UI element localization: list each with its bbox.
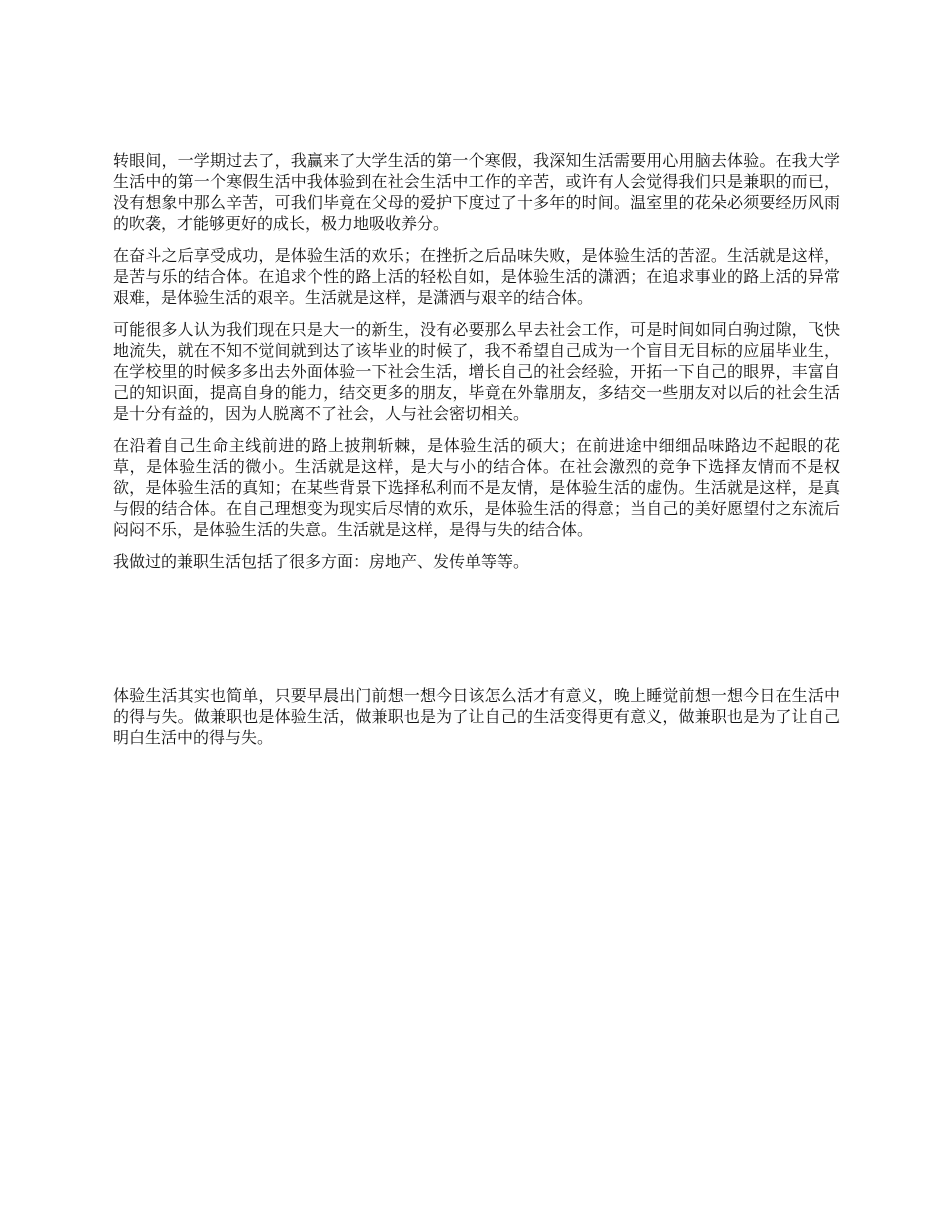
paragraph-4: 在沿着自己生命主线前进的路上披荆斩棘，是体验生活的硕大；在前进途中细细品味路边不起眼的花草，是体验生活的微小。生活就是这样，是大与小的结合体。在社会激烈的竞争下选择友情而不是权欲，是体验生活的真知；在某些背景下选择私利而不是友情，是体验生活的虚伪。生活就是这样，是真与假的结合体。在自己理想变为现实后尽情的欢乐，是体验生活的得意；当自己的美好愿望付之东流后闷闷不乐，是体验生活的失意。生活就是这样，是得与失的结合体。 bbox=[113, 436, 840, 539]
paragraph-3: 可能很多人认为我们现在只是大一的新生，没有必要那么早去社会工作，可是时间如同白驹过隙，飞快地流失，就在不知不觉间就到达了该毕业的时候了，我不希望自己成为一个盲目无目标的应届毕业生，在学校里的时候多多出去外面体验一下社会生活，增长自己的社会经验，开拓一下自己的眼界，丰富自己的知识面，提高自身的能力，结交更多的朋友，毕竟在外靠朋友，多结交一些朋友对以后的社会生活是十分有益的，因为人脱离不了社会，人与社会密切相关。 bbox=[113, 320, 840, 423]
paragraph-1: 转眼间，一学期过去了，我赢来了大学生活的第一个寒假，我深知生活需要用心用脑去体验。在我大学生活中的第一个寒假生活中我体验到在社会生活中工作的辛苦，或许有人会觉得我们只是兼职的而已，没有想象中那么辛苦，可我们毕竟在父母的爱护下度过了十多年的时间。温室里的花朵必须要经历风雨的吹袭，才能够更好的成长，极力地吸收养分。 bbox=[113, 151, 840, 233]
blank-space bbox=[113, 583, 840, 685]
paragraph-6: 体验生活其实也简单，只要早晨出门前想一想今日该怎么活才有意义，晚上睡觉前想一想今日在生活中的得与失。做兼职也是体验生活，做兼职也是为了让自己的生活变得更有意义，做兼职也是为了让自己明白生活中的得与失。 bbox=[113, 686, 840, 747]
paragraph-5: 我做过的兼职生活包括了很多方面：房地产、发传单等等。 bbox=[113, 552, 530, 571]
paragraph-2: 在奋斗之后享受成功，是体验生活的欢乐；在挫折之后品味失败，是体验生活的苦涩。生活就是这样，是苦与乐的结合体。在追求个性的路上活的轻松自如，是体验生活的潇洒；在追求事业的路上活的异常艰难，是体验生活的艰辛。生活就是这样，是潇洒与艰辛的结合体。 bbox=[113, 246, 840, 307]
document-body bbox=[113, 150, 840, 759]
